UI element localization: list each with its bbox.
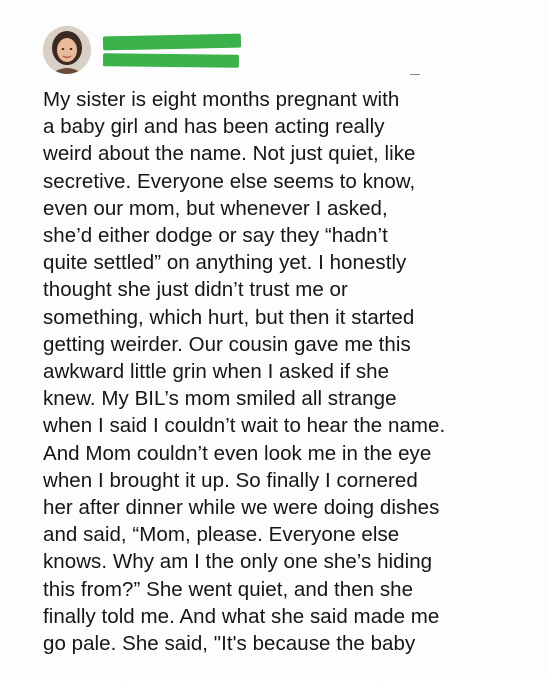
author-avatar[interactable]	[43, 26, 91, 74]
post-body-line: My sister is eight months pregnant with	[43, 88, 400, 111]
post-body-line: her after dinner while we were doing dishes	[43, 496, 440, 520]
avatar-portrait-icon	[43, 26, 91, 74]
post-body-line: a baby girl and has been acting really	[43, 115, 385, 139]
post-body-line: awkward little grin when I asked if she	[43, 360, 390, 384]
redacted-author-name	[103, 34, 241, 51]
post-body-line: go pale. She said, "It's because the baby	[43, 632, 416, 656]
post-body-line: thought she just didn’t trust me or	[43, 278, 348, 302]
post-body-line: getting weirder. Our cousin gave me this	[43, 332, 411, 356]
redacted-author-subtitle	[103, 53, 239, 67]
post-body-line: this from?” She went quiet, and then she	[43, 577, 414, 601]
post-body-line: even our mom, but whenever I asked,	[43, 196, 388, 220]
post-body-line: and said, “Mom, please. Everyone else	[43, 523, 400, 547]
post-body-line: knew. My BIL’s mom smiled all strange	[43, 387, 397, 411]
post-body-line: weird about the name. Not just quiet, like	[43, 142, 416, 166]
more-options-icon[interactable]	[410, 74, 420, 75]
post-body-line: secretive. Everyone else seems to know,	[43, 169, 416, 193]
post-body-line: she’d either dodge or say they “hadn’t	[43, 224, 388, 248]
post-body-line: when I said I couldn’t wait to hear the name.	[43, 414, 446, 438]
bottom-edge	[0, 675, 549, 683]
post-header	[43, 26, 503, 76]
post-body-line: something, which hurt, but then it started	[43, 305, 415, 329]
post-body-line: when I brought it up. So finally I cornered	[43, 468, 418, 492]
post-body	[43, 86, 533, 683]
post-body-line: And Mom couldn’t even look me in the eye	[43, 441, 432, 465]
post-body-line: quite settled” on anything yet. I honestly	[43, 251, 407, 275]
post-body-line: knows. Why am I the only one she’s hiding	[43, 550, 433, 574]
post-body-line: finally told me. And what she said made me	[43, 604, 440, 628]
